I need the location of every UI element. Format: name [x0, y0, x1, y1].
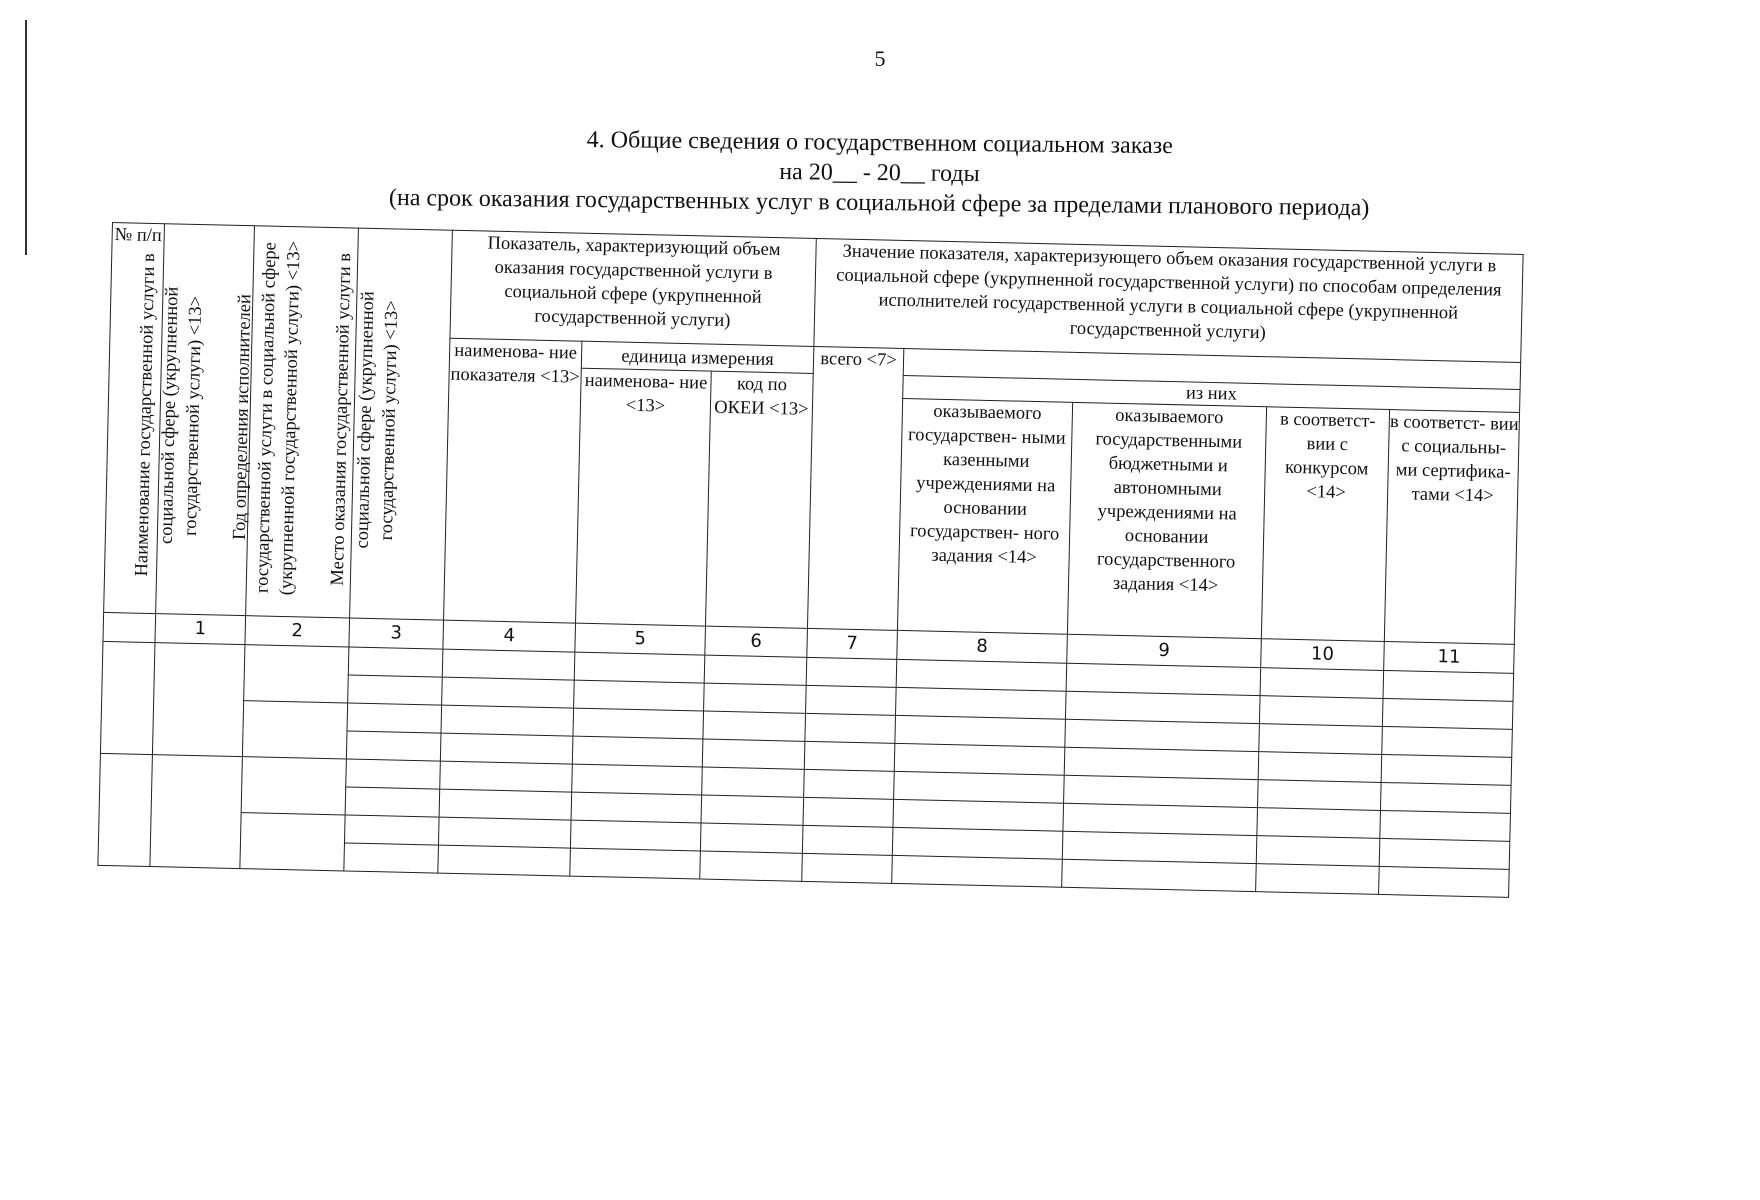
- table-cell: [804, 741, 895, 771]
- column-number-cell: 9: [1067, 634, 1262, 667]
- table-cell: [1382, 726, 1513, 757]
- table-cell: [1259, 696, 1383, 727]
- table-cell: [1380, 782, 1511, 813]
- table-cell: [438, 845, 571, 876]
- table-cell: [700, 823, 803, 853]
- table-cell: [1379, 838, 1510, 869]
- table-cell: [805, 713, 896, 743]
- table-cell: [348, 675, 443, 705]
- table-cell: [892, 827, 1063, 859]
- group-header-indicator-text: Показатель, характеризующий объем оказания государственной услуги в социальной сфере (укрупненной государственной услуги): [487, 233, 781, 332]
- table-cell: [894, 771, 1065, 803]
- column-number-cell: 1: [155, 614, 246, 645]
- table-cell: [802, 853, 893, 883]
- table-cell: [803, 797, 894, 827]
- col-header-indicator-name-text: наименова- ние показателя <13>: [450, 340, 580, 388]
- table-cell: [439, 789, 572, 820]
- table-cell: [1382, 698, 1513, 729]
- table-cell: [806, 685, 897, 715]
- table-cell: [1380, 810, 1511, 841]
- table-cell: [347, 703, 442, 733]
- col-header-state-institutions: [897, 398, 1072, 634]
- group-header-indicator: [450, 230, 816, 346]
- heading-line-1: 4. Общие сведения о государственном социальном заказе: [586, 126, 1173, 160]
- table-cell: [1379, 866, 1510, 897]
- table-cell: [894, 743, 1065, 775]
- column-number-cell: 4: [443, 620, 576, 652]
- table-cell: [442, 677, 575, 708]
- heading-line-3: (на срок оказания государственных услуг в социальной сфере за пределами планового периода): [388, 184, 1370, 222]
- table-cell: [570, 848, 701, 879]
- table-cell: [703, 711, 806, 741]
- table-cell: [896, 659, 1067, 691]
- group-header-unit-text: единица измерения: [621, 346, 774, 371]
- col-header-certificates-text: в соответст- вии с социальны- ми сертифика- тами <14>: [1389, 412, 1519, 507]
- col-header-total-text: всего <7>: [820, 349, 897, 371]
- table-cell: [573, 708, 704, 739]
- col-header-competition: [1261, 407, 1389, 642]
- table-cell: [240, 813, 345, 871]
- table-cell: [804, 769, 895, 799]
- section-heading: [109, 120, 1650, 226]
- col-header-unit-name-text: наименова- ние <13>: [584, 370, 708, 417]
- table-cell: [152, 643, 245, 757]
- table-cell: [346, 759, 441, 789]
- table-cell: [150, 755, 243, 869]
- column-number-cell: 5: [575, 623, 706, 655]
- col-header-total: [807, 346, 903, 630]
- col-header-indicator-name: [444, 338, 582, 623]
- table-cell: [1256, 864, 1380, 895]
- table-cell: [344, 843, 439, 873]
- col-header-state-institutions-text: оказываемого государствен- ными казенными учреждениями на основании государствен- ного задания <14>: [907, 401, 1066, 569]
- table-cell: [440, 761, 573, 792]
- table-cell: [572, 736, 703, 767]
- col-header-unit-code: [705, 371, 813, 628]
- table-cell: [442, 649, 575, 680]
- table-cell: [1065, 691, 1260, 723]
- col-header-number-text: № п/п: [114, 225, 163, 247]
- table-cell: [346, 731, 441, 761]
- column-number-blank: [103, 612, 156, 642]
- table-cell: [700, 851, 803, 881]
- col-header-service-name-text: Наименование государственной услуги в социальной сфере (укрупненной государственной услуги) <13>: [131, 253, 206, 577]
- social-order-table: [97, 222, 1523, 898]
- table-cell: [241, 757, 346, 815]
- table-cell: [242, 701, 347, 759]
- heading-line-2: на 20__ - 20__ годы: [779, 159, 980, 188]
- table-cell: [345, 787, 440, 817]
- table-cell: [1256, 836, 1380, 867]
- table-cell: [100, 641, 155, 754]
- table-cell: [1062, 859, 1257, 891]
- column-number-cell: 2: [245, 616, 350, 647]
- table-cell: [702, 767, 805, 797]
- table-cell: [1066, 663, 1261, 695]
- table-cell: [438, 817, 571, 848]
- table-cell: [441, 705, 574, 736]
- table-cell: [1260, 668, 1384, 699]
- social-order-table-wrapper: [97, 222, 1523, 898]
- table-cell: [574, 652, 705, 683]
- col-header-budget-institutions: [1067, 402, 1266, 638]
- table-cell: [1259, 724, 1383, 755]
- table-cell: [1257, 808, 1381, 839]
- table-cell: [1258, 752, 1382, 783]
- table-cell: [1381, 754, 1512, 785]
- table-cell: [1065, 719, 1260, 751]
- table-cell: [704, 683, 807, 713]
- col-header-unit-name: [576, 368, 712, 626]
- col-header-unit-code-text: код по ОКЕИ <13>: [714, 374, 809, 420]
- table-cell: [704, 655, 807, 685]
- table-cell: [896, 687, 1067, 719]
- column-number-cell: 7: [807, 628, 898, 659]
- table-cell: [702, 739, 805, 769]
- table-cell: [701, 795, 804, 825]
- table-cell: [893, 799, 1064, 831]
- group-header-value-text: Значение показателя, характеризующего объем оказания государственной услуги в социальной сфере (укрупненной государственной услуги) по способам определения исполнителей государственной услуги в социальной сфере (укрупненной государственной услуги): [836, 241, 1502, 344]
- table-cell: [1064, 747, 1259, 779]
- col-header-year-text: Год определения исполнителей государственной услуги в социальной сфере (укрупненной государственной услуги) <13>: [229, 240, 305, 596]
- table-cell: [1063, 803, 1258, 835]
- col-header-certificates: [1384, 410, 1519, 645]
- group-header-value: [814, 238, 1523, 362]
- table-cell: [440, 733, 573, 764]
- column-number-cell: 8: [897, 630, 1068, 663]
- table-cell: [572, 764, 703, 795]
- table-cell: [570, 820, 701, 851]
- table-cell: [1383, 670, 1514, 701]
- table-cell: [98, 753, 153, 866]
- column-number-cell: 3: [349, 618, 444, 649]
- table-cell: [571, 792, 702, 823]
- column-number-cell: 11: [1384, 641, 1515, 673]
- table-cell: [806, 657, 897, 687]
- table-cell: [1062, 831, 1257, 863]
- table-cell: [574, 680, 705, 711]
- table-cell: [1258, 780, 1382, 811]
- col-header-place-text: Место оказания государственной услуги в социальной сфере (укрупненной государственной услуги) <13>: [327, 252, 402, 586]
- page-number: 5: [874, 46, 886, 71]
- col-header-competition-text: в соответст- вии с конкурсом <14>: [1279, 409, 1376, 504]
- column-number-cell: 10: [1261, 639, 1385, 671]
- table-cell: [344, 815, 439, 845]
- table-cell: [1064, 775, 1259, 807]
- table-cell: [244, 645, 349, 703]
- col-header-budget-institutions-text: оказываемого государственными бюджетными и автономными учреждениями на основании государственного задания <14>: [1095, 405, 1243, 597]
- group-header-of-them-text: из них: [1185, 383, 1238, 405]
- table-cell: [348, 647, 443, 677]
- table-cell: [892, 855, 1063, 887]
- table-cell: [895, 715, 1066, 747]
- col-header-place: [327, 228, 453, 620]
- table-cell: [802, 825, 893, 855]
- column-number-cell: 6: [705, 626, 808, 657]
